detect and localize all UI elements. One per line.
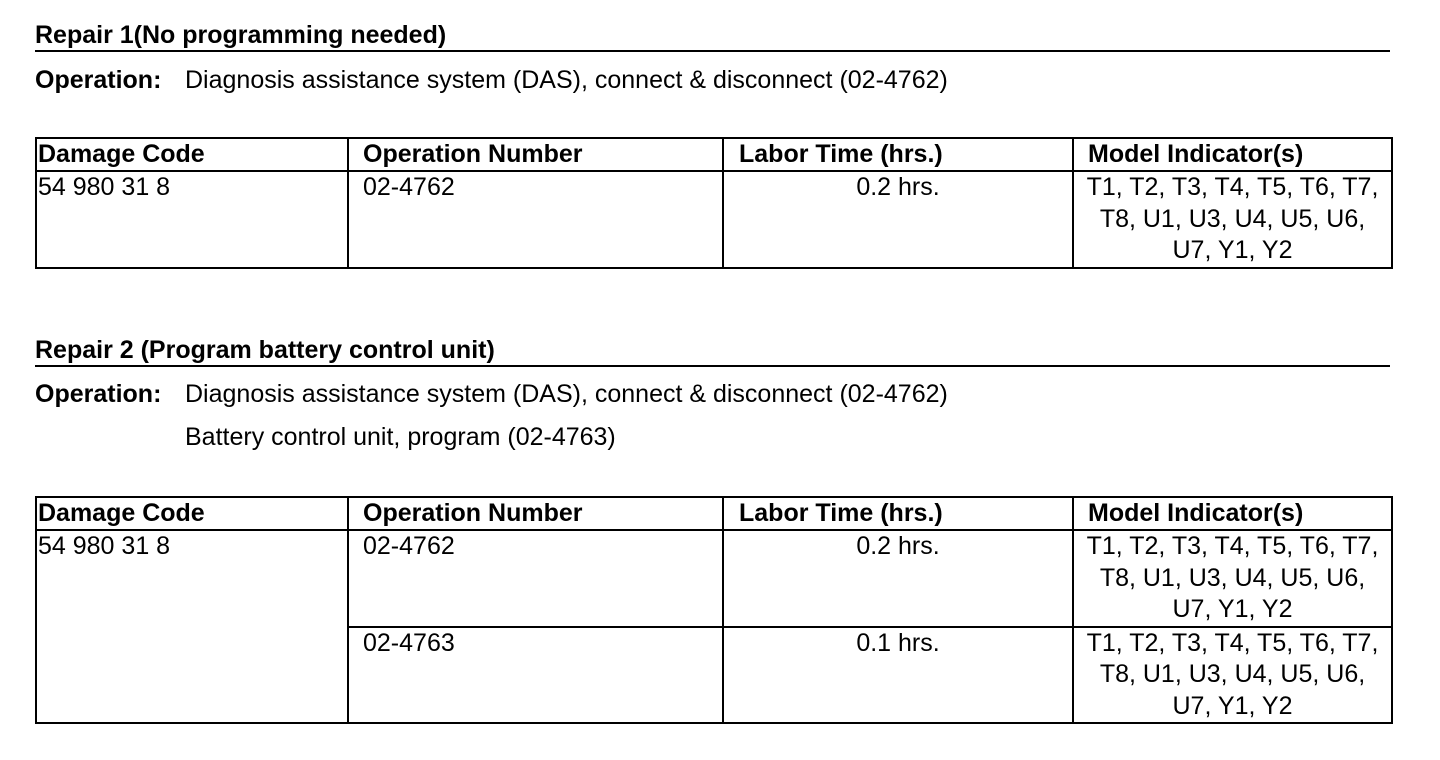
repair-1-section <box>35 20 1390 95</box>
repair-1-table <box>35 137 1393 269</box>
labor-time-cell: 0.2 hrs. <box>723 171 1073 268</box>
repair-2-operation-text-2: Battery control unit, program (02-4763) <box>185 423 616 451</box>
table-header-row <box>36 497 1392 530</box>
operation-number-cell: 02-4762 <box>348 530 723 627</box>
repair-2-operation-text-1: Diagnosis assistance system (DAS), connect & disconnect (02-4762) <box>185 380 948 408</box>
repair-1-operation-label: Operation: <box>35 66 162 94</box>
repair-1-operation-text: Diagnosis assistance system (DAS), connect & disconnect (02-4762) <box>185 66 948 94</box>
table-row <box>36 530 1392 627</box>
repair-2-operation-row <box>35 379 1390 409</box>
repair-2-section <box>35 335 1390 452</box>
damage-code-cell: 54 980 31 8 <box>36 530 348 723</box>
repair-2-table <box>35 496 1393 724</box>
header-operation-number: Operation Number <box>348 138 723 171</box>
damage-code-cell: 54 980 31 8 <box>36 171 348 268</box>
header-labor-time: Labor Time (hrs.) <box>723 138 1073 171</box>
repair-1-operation-row <box>35 65 1390 95</box>
header-damage-code: Damage Code <box>36 497 348 530</box>
header-model-indicators: Model Indicator(s) <box>1073 497 1392 530</box>
header-labor-time: Labor Time (hrs.) <box>723 497 1073 530</box>
model-indicators-cell: T1, T2, T3, T4, T5, T6, T7, T8, U1, U3, U4, U5, U6, U7, Y1, Y2 <box>1073 171 1392 268</box>
model-indicators-cell: T1, T2, T3, T4, T5, T6, T7, T8, U1, U3, U4, U5, U6, U7, Y1, Y2 <box>1073 627 1392 724</box>
repair-2-operation-label: Operation: <box>35 380 162 408</box>
repair-1-heading: Repair 1(No programming needed) <box>35 20 1390 52</box>
header-damage-code: Damage Code <box>36 138 348 171</box>
header-operation-number: Operation Number <box>348 497 723 530</box>
table-header-row <box>36 138 1392 171</box>
model-indicators-cell: T1, T2, T3, T4, T5, T6, T7, T8, U1, U3, U4, U5, U6, U7, Y1, Y2 <box>1073 530 1392 627</box>
repair-2-heading: Repair 2 (Program battery control unit) <box>35 335 1390 367</box>
operation-number-cell: 02-4763 <box>348 627 723 724</box>
repair-2-operation-row-2 <box>35 422 1390 452</box>
labor-time-cell: 0.2 hrs. <box>723 530 1073 627</box>
operation-number-cell: 02-4762 <box>348 171 723 268</box>
table-row <box>36 171 1392 268</box>
header-model-indicators: Model Indicator(s) <box>1073 138 1392 171</box>
labor-time-cell: 0.1 hrs. <box>723 627 1073 724</box>
